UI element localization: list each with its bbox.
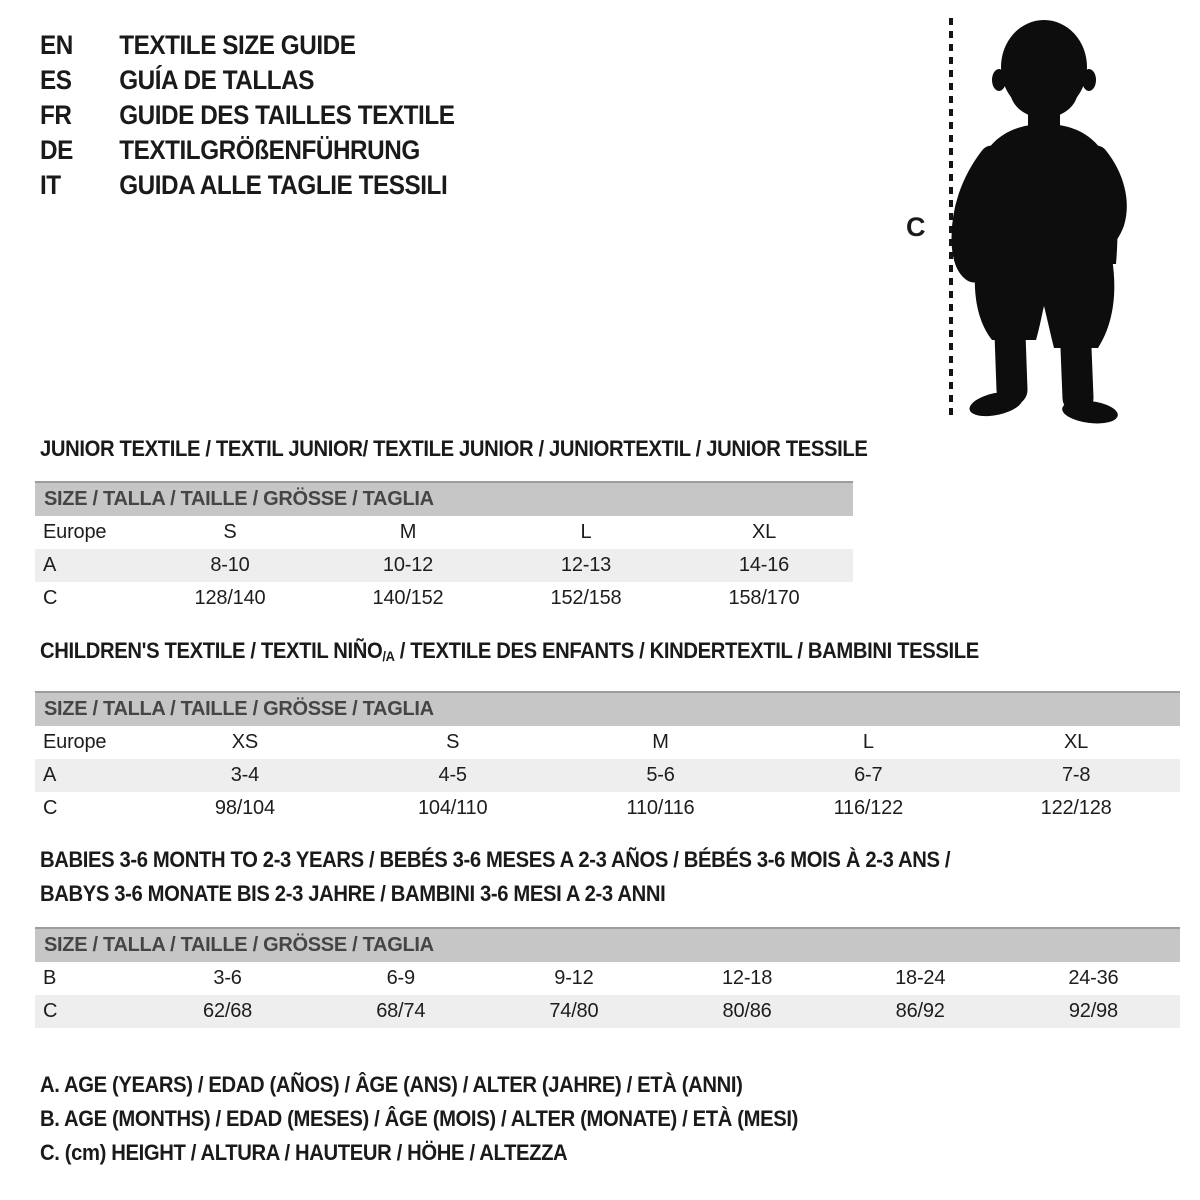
- size-header-bar: [35, 928, 1180, 962]
- table-cell: 10-12: [319, 549, 497, 582]
- children-size-table: [35, 691, 1180, 825]
- table-cell: C: [43, 587, 58, 609]
- guide-title: GUÍA DE TALLAS: [119, 65, 315, 95]
- table-row: [35, 792, 1180, 825]
- junior-section-title: JUNIOR TEXTILE / TEXTIL JUNIOR/ TEXTILE JUNIOR / JUNIORTEXTIL / JUNIOR TESSILE: [40, 436, 868, 461]
- language-row: [40, 168, 454, 203]
- babies-section-title: [40, 843, 1029, 911]
- size-header-label: SIZE / TALLA / TAILLE / GRÖSSE / TAGLIA: [35, 482, 853, 516]
- babies-size-table: [35, 927, 1180, 1028]
- table-cell: Europe: [43, 521, 107, 543]
- table-cell: S: [223, 521, 237, 543]
- babies-title-line1: BABIES 3-6 MONTH TO 2-3 YEARS / BEBÉS 3-6 MESES A 2-3 AÑOS / BÉBÉS 3-6 MOIS À 2-3 ANS /: [40, 847, 951, 872]
- table-cell: 80/86: [660, 995, 833, 1028]
- size-header-bar: [35, 482, 853, 516]
- size-header-bar: [35, 692, 1180, 726]
- language-row: [40, 98, 454, 133]
- table-cell: C: [43, 797, 58, 819]
- table-cell: 7-8: [972, 759, 1180, 792]
- table-cell: 12-13: [497, 549, 675, 582]
- language-row: [40, 133, 454, 168]
- table-cell: 104/110: [417, 797, 488, 819]
- junior-size-table: [35, 481, 853, 615]
- table-cell: B: [43, 967, 57, 989]
- language-code: FR: [40, 100, 72, 130]
- table-cell: 3-4: [141, 759, 349, 792]
- table-cell: S: [446, 731, 460, 753]
- table-cell: M: [652, 731, 669, 753]
- table-row: [35, 549, 853, 582]
- children-section-title: [40, 638, 979, 664]
- height-measure-label: C: [906, 212, 926, 242]
- table-row: [35, 995, 1180, 1028]
- guide-title: TEXTILGRÖßENFÜHRUNG: [119, 135, 420, 165]
- table-cell: XS: [231, 731, 259, 753]
- footnote-c: C. (cm) HEIGHT / ALTURA / HAUTEUR / HÖHE / ALTEZZA: [40, 1140, 568, 1165]
- table-cell: 110/116: [626, 797, 695, 819]
- table-cell: M: [399, 521, 417, 543]
- baby-silhouette: [964, 20, 1119, 424]
- footnote-a: A. AGE (YEARS) / EDAD (AÑOS) / ÂGE (ANS) / ALTER (JAHRE) / ETÀ (ANNI): [40, 1072, 743, 1097]
- table-cell: 3-6: [213, 967, 242, 989]
- table-cell: 9-12: [554, 967, 594, 989]
- table-row: [35, 759, 1180, 792]
- baby-silhouette-graphic: [940, 12, 1150, 424]
- language-code: IT: [40, 170, 61, 200]
- children-title-subscript: /A: [382, 648, 395, 664]
- table-cell: 128/140: [194, 587, 266, 609]
- guide-title: GUIDA ALLE TAGLIE TESSILI: [119, 170, 448, 200]
- table-cell: 8-10: [141, 549, 319, 582]
- language-row: [40, 63, 454, 98]
- table-cell: 122/128: [1040, 797, 1112, 819]
- babies-title-line2: BABYS 3-6 MONATE BIS 2-3 JAHRE / BAMBINI 3-6 MESI A 2-3 ANNI: [40, 881, 666, 906]
- footnotes-block: [40, 1068, 864, 1170]
- table-cell: 158/170: [728, 587, 800, 609]
- table-cell: 6-9: [386, 967, 415, 989]
- table-cell: A: [35, 549, 141, 582]
- table-cell: 12-18: [721, 967, 773, 989]
- table-cell: A: [35, 759, 141, 792]
- table-cell: 92/98: [1007, 995, 1180, 1028]
- table-cell: 5-6: [557, 759, 765, 792]
- table-cell: 140/152: [372, 587, 444, 609]
- table-cell: 14-16: [675, 549, 853, 582]
- table-cell: 62/68: [141, 995, 314, 1028]
- guide-title: TEXTILE SIZE GUIDE: [119, 30, 356, 60]
- table-cell: 24-36: [1068, 967, 1119, 989]
- table-cell: 6-7: [764, 759, 972, 792]
- guide-title: GUIDE DES TAILLES TEXTILE: [119, 100, 455, 130]
- table-cell: XL: [751, 521, 777, 543]
- size-header-label: SIZE / TALLA / TAILLE / GRÖSSE / TAGLIA: [35, 928, 1180, 962]
- table-cell: 4-5: [349, 759, 557, 792]
- size-header-label: SIZE / TALLA / TAILLE / GRÖSSE / TAGLIA: [35, 692, 1180, 726]
- language-code: EN: [40, 30, 73, 60]
- table-cell: 86/92: [834, 995, 1007, 1028]
- language-title-block: [40, 28, 501, 203]
- table-cell: 98/104: [214, 797, 275, 819]
- table-cell: L: [862, 731, 874, 753]
- language-row: [40, 28, 454, 63]
- table-cell: XL: [1064, 731, 1089, 753]
- footnote-b: B. AGE (MONTHS) / EDAD (MESES) / ÂGE (MOIS) / ALTER (MONATE) / ETÀ (MESI): [40, 1106, 798, 1131]
- table-cell: 68/74: [314, 995, 487, 1028]
- table-cell: Europe: [43, 731, 107, 753]
- language-code: ES: [40, 65, 72, 95]
- table-row: [35, 726, 1180, 759]
- children-title-prefix: CHILDREN'S TEXTILE / TEXTIL NIÑO: [40, 638, 383, 663]
- table-cell: 152/158: [550, 587, 622, 609]
- table-cell: 18-24: [895, 967, 946, 989]
- table-row: [35, 582, 853, 615]
- table-row: [35, 516, 853, 549]
- table-cell: 74/80: [487, 995, 660, 1028]
- table-cell: 116/122: [833, 797, 903, 819]
- table-row: [35, 962, 1180, 995]
- language-code: DE: [40, 135, 73, 165]
- children-title-suffix: / TEXTILE DES ENFANTS / KINDERTEXTIL / BAMBINI TESSILE: [394, 638, 979, 663]
- table-cell: L: [580, 521, 592, 543]
- table-cell: C: [35, 995, 141, 1028]
